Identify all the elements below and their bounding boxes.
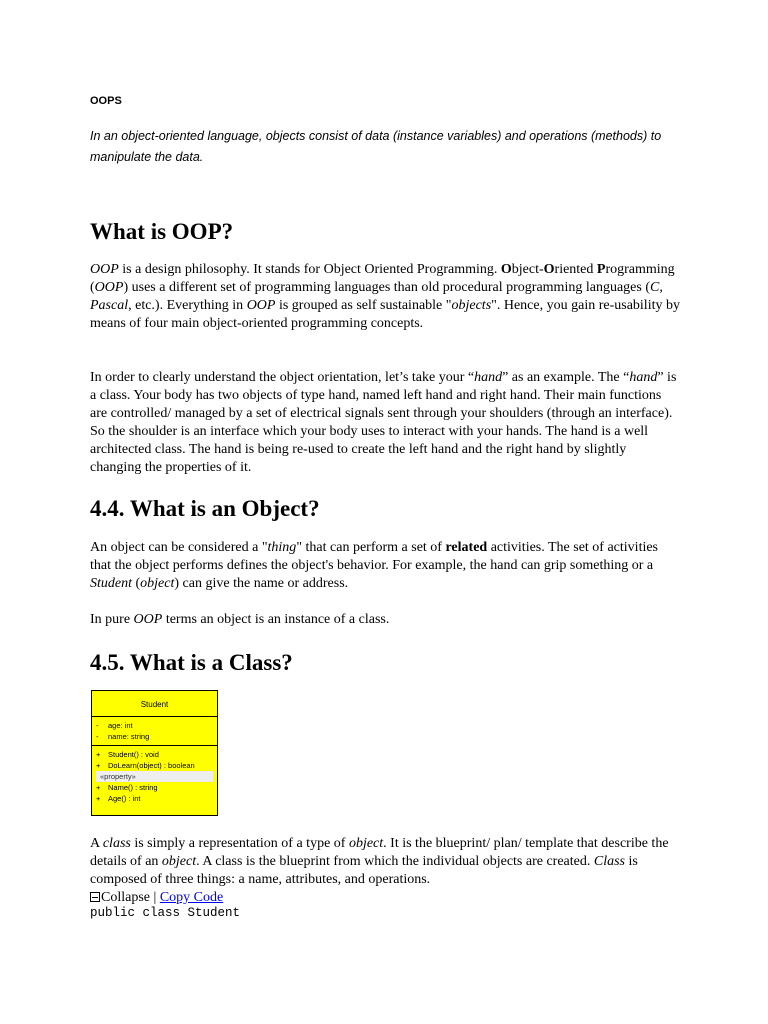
- uml-attribute: - name: string: [96, 732, 150, 741]
- object-paragraph-2: In pure OOP terms an object is an instance of a class.: [90, 612, 390, 627]
- heading-what-is-an-object: 4.4. What is an Object?: [90, 496, 320, 521]
- uml-attributes: [92, 717, 217, 746]
- uml-property: + Age() : int: [96, 794, 141, 803]
- uml-method: + Student() : void: [96, 750, 159, 759]
- object-paragraph-1: An object can be considered a "thing" that can perform a set of related activities. The set of activities that the object performs defines the object's behavior. For example, the hand can grip something or a Student (object) can give the name or address.: [90, 540, 659, 591]
- collapse-button[interactable]: Collapse: [90, 890, 150, 905]
- uml-property: + Name() : string: [96, 783, 158, 792]
- intro-paragraph: In an object-oriented language, objects consist of data (instance variables) and operations (methods) to manipulate the data.: [90, 129, 662, 164]
- oop-paragraph-2: In order to clearly understand the object orientation, let’s take your “hand” as an example. The “hand” is a class. Your body has two objects of type hand, named left hand and right hand. Their main functions are controlled/ managed by a set of electrical signals sent through your shoulders (through an interface). So the shoulder is an interface which your body uses to interact with your hands. The hand is a well architected class. The hand is being re-used to create the left hand and the right hand by slightly changing the properties of it.: [90, 370, 677, 475]
- uml-stereotype: «property»: [96, 771, 213, 782]
- uml-class-diagram: [91, 690, 218, 816]
- heading-what-is-a-class: 4.5. What is a Class?: [90, 650, 293, 675]
- code-block: public class Student: [90, 906, 241, 920]
- copy-code-link[interactable]: Copy Code: [159, 890, 224, 905]
- uml-operations: [92, 746, 217, 807]
- document-title: OOPS: [90, 95, 122, 107]
- uml-attribute: - age: int: [96, 721, 133, 730]
- oop-paragraph-1: OOP is a design philosophy. It stands for Object Oriented Programming. Object-Oriented Programming (OOP) uses a different set of programming languages than old procedural programming languages (C, Pascal, etc.). Everything in OOP is grouped as self sustainable "objects". Hence, you gain re-usability by means of four main object-oriented programming concepts.: [90, 262, 680, 331]
- code-toolbar: [90, 889, 223, 907]
- uml-method: + DoLearn(object) : boolean: [96, 761, 195, 770]
- uml-class-name: Student: [92, 691, 217, 717]
- toolbar-separator: |: [150, 890, 160, 905]
- class-paragraph: A class is simply a representation of a type of object. It is the blueprint/ plan/ template that describe the details of an object. A class is the blueprint from which the individual objects are created. Class is composed of three things: a name, attributes, and operations.: [90, 836, 669, 887]
- heading-what-is-oop: What is OOP?: [90, 219, 234, 244]
- minus-box-icon[interactable]: [90, 892, 100, 902]
